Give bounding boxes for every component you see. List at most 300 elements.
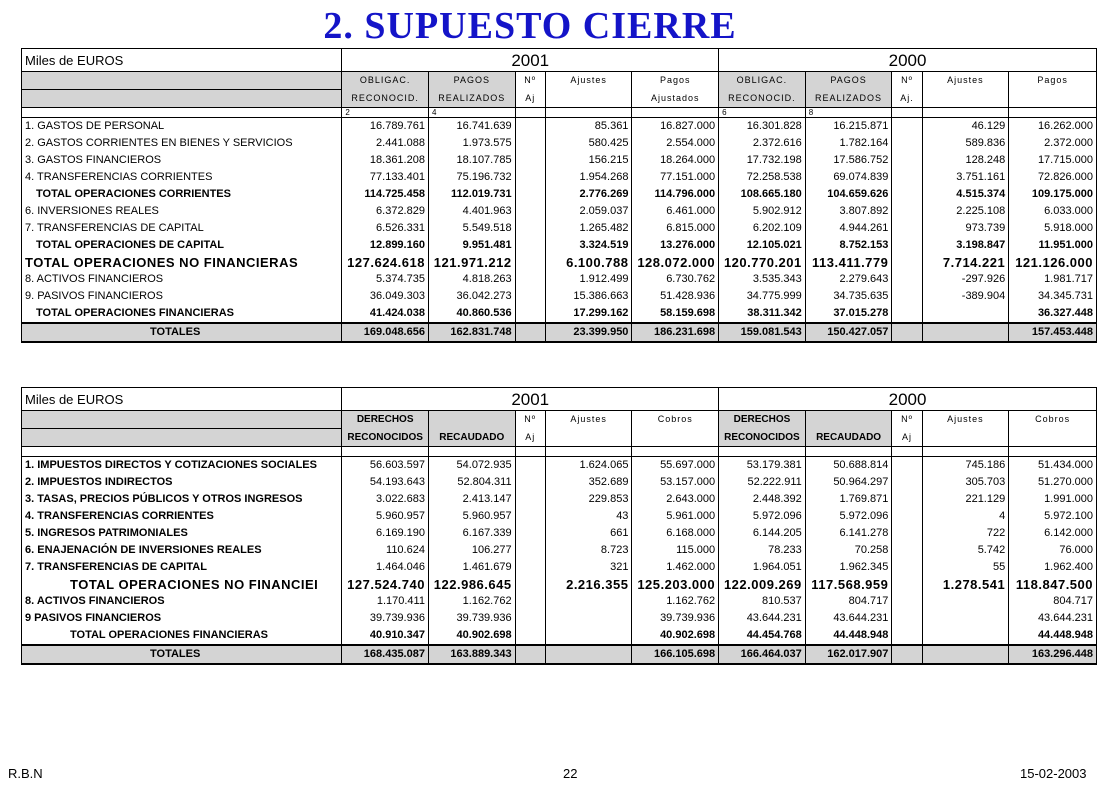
column-number [805,447,892,457]
totals-value: 163.296.448 [1009,645,1097,664]
cell-value: 2.776.269 [545,186,632,203]
cell-value [922,593,1009,610]
cell-value: -297.926 [922,271,1009,288]
cell-value [515,610,545,627]
cell-value [892,610,922,627]
cell-value: 1.782.164 [805,135,892,152]
cell-value: 15.386.663 [545,288,632,305]
column-header: OBLIGAC. [342,72,429,90]
cell-value: 8.723 [545,542,632,559]
cell-value: 5.972.096 [719,508,806,525]
cell-value: 77.151.000 [632,169,719,186]
row-label: 3. GASTOS FINANCIEROS [22,152,342,169]
cell-value: 38.311.342 [719,305,806,323]
cell-value: 69.074.839 [805,169,892,186]
column-header [1009,429,1097,447]
cell-value: 5.960.957 [428,508,515,525]
cell-value [892,525,922,542]
totals-value [545,645,632,664]
cell-value: 1.464.046 [342,559,429,576]
cell-value: 2.372.000 [1009,135,1097,152]
cell-value: 11.951.000 [1009,237,1097,254]
cell-value: 1.170.411 [342,593,429,610]
cell-value: 1.964.051 [719,559,806,576]
row-label: 1. GASTOS DE PERSONAL [22,118,342,136]
row-label: 3. TASAS, PRECIOS PÚBLICOS Y OTROS INGRESOS [22,491,342,508]
cell-value: 580.425 [545,135,632,152]
cell-value [515,288,545,305]
cell-value: 221.129 [922,491,1009,508]
cell-value [515,271,545,288]
cell-value: 6.142.000 [1009,525,1097,542]
year-2001-header: 2001 [342,49,719,72]
cell-value: 810.537 [719,593,806,610]
cell-value: 122.986.645 [428,576,515,593]
cell-value: 1.973.575 [428,135,515,152]
cell-value [922,610,1009,627]
row-label: 4. TRANSFERENCIAS CORRIENTES [22,508,342,525]
column-header [428,411,515,429]
cell-value: 39.739.936 [342,610,429,627]
cell-value: 77.133.401 [342,169,429,186]
cell-value: 1.162.762 [632,593,719,610]
cell-value: 4 [922,508,1009,525]
column-header: RECONOCIDOS [342,429,429,447]
cell-value: 5.972.096 [805,508,892,525]
cell-value: 352.689 [545,474,632,491]
cell-value [892,271,922,288]
totals-value: 157.453.448 [1009,323,1097,342]
cell-value: 12.105.021 [719,237,806,254]
page-title: 2. SUPUESTO CIERRE [323,5,737,47]
cell-value [892,118,922,136]
cell-value [892,220,922,237]
cell-value [515,186,545,203]
column-number [892,108,922,118]
totals-label: TOTALES [22,323,342,342]
cell-value: 5.374.735 [342,271,429,288]
column-number [892,447,922,457]
spacer-cell [22,447,342,457]
cell-value: 125.203.000 [632,576,719,593]
cell-value: 127.624.618 [342,254,429,271]
cell-value [922,305,1009,323]
cell-value: 16.262.000 [1009,118,1097,136]
revenues-table [21,387,1097,665]
row-label: 8. ACTIVOS FINANCIEROS [22,271,342,288]
column-header: Nº [515,411,545,429]
totals-value: 168.435.087 [342,645,429,664]
units-label: Miles de EUROS [22,49,342,72]
column-header: RECAUDADO [805,429,892,447]
cell-value: 3.751.161 [922,169,1009,186]
cell-value [922,627,1009,645]
cell-value [892,203,922,220]
column-number [428,447,515,457]
cell-value: 1.769.871 [805,491,892,508]
cell-value [515,542,545,559]
cell-value: 128.248 [922,152,1009,169]
row-label: 2. IMPUESTOS INDIRECTOS [22,474,342,491]
cell-value: 43.644.231 [1009,610,1097,627]
column-header [805,411,892,429]
cell-value: 51.270.000 [1009,474,1097,491]
cell-value: 40.860.536 [428,305,515,323]
cell-value: 804.717 [1009,593,1097,610]
totals-value [892,323,922,342]
cell-value: 104.659.626 [805,186,892,203]
cell-value: 76.000 [1009,542,1097,559]
row-label: TOTAL OPERACIONES DE CAPITAL [22,237,342,254]
cell-value: 43 [545,508,632,525]
row-label: TOTAL OPERACIONES FINANCIERAS [22,305,342,323]
cell-value: 53.179.381 [719,457,806,475]
cell-value: 7.714.221 [922,254,1009,271]
column-header: Aj [515,429,545,447]
cell-value [892,135,922,152]
cell-value: 973.739 [922,220,1009,237]
cell-value: 54.193.643 [342,474,429,491]
cell-value: 34.345.731 [1009,288,1097,305]
cell-value [892,491,922,508]
cell-value: 37.015.278 [805,305,892,323]
column-header [545,429,632,447]
cell-value: 1.624.065 [545,457,632,475]
cell-value: 305.703 [922,474,1009,491]
cell-value [545,627,632,645]
column-header [922,90,1009,108]
cell-value: 2.413.147 [428,491,515,508]
cell-value: 18.361.208 [342,152,429,169]
column-number [922,108,1009,118]
cell-value [515,254,545,271]
cell-value: 110.624 [342,542,429,559]
cell-value: 804.717 [805,593,892,610]
cell-value: 72.826.000 [1009,169,1097,186]
column-number [632,108,719,118]
row-label: 1. IMPUESTOS DIRECTOS Y COTIZACIONES SOCIALES [22,457,342,475]
cell-value: 115.000 [632,542,719,559]
cell-value: 3.535.343 [719,271,806,288]
totals-value: 162.831.748 [428,323,515,342]
row-label: 7. TRANSFERENCIAS DE CAPITAL [22,220,342,237]
cell-value: 1.991.000 [1009,491,1097,508]
totals-value [515,323,545,342]
column-header: Aj. [892,90,922,108]
totals-value [515,645,545,664]
cell-value [892,542,922,559]
footer-author: R.B.N [8,766,43,781]
cell-value: 34.735.635 [805,288,892,305]
header-blank [22,429,342,447]
cell-value: 722 [922,525,1009,542]
cell-value: 117.568.959 [805,576,892,593]
cell-value [515,474,545,491]
row-label: TOTAL OPERACIONES FINANCIERAS [22,627,342,645]
row-label: TOTAL OPERACIONES NO FINANCIEI [22,576,342,593]
cell-value: 52.222.911 [719,474,806,491]
cell-value: 41.424.038 [342,305,429,323]
cell-value: 6.141.278 [805,525,892,542]
column-header [632,429,719,447]
cell-value: 36.327.448 [1009,305,1097,323]
column-header: Ajustes [922,411,1009,429]
cell-value: 40.902.698 [428,627,515,645]
cell-value: 55 [922,559,1009,576]
year-2001-header: 2001 [342,388,719,411]
column-header: OBLIGAC. [719,72,806,90]
cell-value: 2.554.000 [632,135,719,152]
cell-value: 5.972.100 [1009,508,1097,525]
column-header: Nº [515,72,545,90]
column-number [922,447,1009,457]
row-label: 9 PASIVOS FINANCIEROS [22,610,342,627]
cell-value: 6.202.109 [719,220,806,237]
cell-value [515,305,545,323]
cell-value: 1.265.482 [545,220,632,237]
year-2000-header: 2000 [719,388,1097,411]
cell-value: 58.159.698 [632,305,719,323]
cell-value: 5.742 [922,542,1009,559]
cell-value: 229.853 [545,491,632,508]
header-blank [22,72,342,90]
column-header: RECONOCID. [719,90,806,108]
column-header: Ajustados [632,90,719,108]
cell-value: 44.448.948 [805,627,892,645]
cell-value: 51.434.000 [1009,457,1097,475]
totals-value: 150.427.057 [805,323,892,342]
column-header: Cobros [632,411,719,429]
cell-value: 39.739.936 [632,610,719,627]
cell-value: 2.225.108 [922,203,1009,220]
cell-value: 1.162.762 [428,593,515,610]
cell-value: 745.186 [922,457,1009,475]
cell-value: 40.902.698 [632,627,719,645]
column-number [342,447,429,457]
cell-value [892,576,922,593]
cell-value: 53.157.000 [632,474,719,491]
cell-value [515,559,545,576]
cell-value: 6.100.788 [545,254,632,271]
cell-value: 36.049.303 [342,288,429,305]
cell-value [545,593,632,610]
units-label: Miles de EUROS [22,388,342,411]
column-header: Aj [515,90,545,108]
totals-value [892,645,922,664]
column-number [515,447,545,457]
cell-value: 6.033.000 [1009,203,1097,220]
cell-value [892,474,922,491]
cell-value: 40.910.347 [342,627,429,645]
cell-value: 9.951.481 [428,237,515,254]
cell-value: 2.372.616 [719,135,806,152]
cell-value: 18.107.785 [428,152,515,169]
cell-value: 112.019.731 [428,186,515,203]
cell-value [515,491,545,508]
column-number: 8 [805,108,892,118]
cell-value: 43.644.231 [719,610,806,627]
column-header: PAGOS [805,72,892,90]
cell-value: 34.775.999 [719,288,806,305]
cell-value: 16.301.828 [719,118,806,136]
cell-value [515,220,545,237]
column-header: Ajustes [545,72,632,90]
cell-value: 120.770.201 [719,254,806,271]
cell-value: 16.789.761 [342,118,429,136]
row-label: 2. GASTOS CORRIENTES EN BIENES Y SERVICIOS [22,135,342,152]
column-number [515,108,545,118]
column-header [1009,90,1097,108]
cell-value [892,288,922,305]
cell-value: 8.752.153 [805,237,892,254]
cell-value: 6.168.000 [632,525,719,542]
cell-value [892,593,922,610]
cell-value: 50.688.814 [805,457,892,475]
column-number: 6 [719,108,806,118]
column-number [1009,108,1097,118]
totals-value [922,645,1009,664]
totals-value [922,323,1009,342]
cell-value [892,169,922,186]
column-header: REALIZADOS [428,90,515,108]
cell-value [515,627,545,645]
header-blank [22,90,342,108]
cell-value: 2.441.088 [342,135,429,152]
cell-value: 1.461.679 [428,559,515,576]
cell-value: 70.258 [805,542,892,559]
column-header: RECONOCIDOS [719,429,806,447]
cell-value: 55.697.000 [632,457,719,475]
cell-value: 18.264.000 [632,152,719,169]
row-label: TOTAL OPERACIONES NO FINANCIERAS [22,254,342,271]
cell-value [892,305,922,323]
cell-value [892,508,922,525]
cell-value: 52.804.311 [428,474,515,491]
cell-value: 128.072.000 [632,254,719,271]
cell-value: 589.836 [922,135,1009,152]
cell-value: 118.847.500 [1009,576,1097,593]
spacer-cell [22,108,342,118]
cell-value: 2.448.392 [719,491,806,508]
cell-value: 1.962.400 [1009,559,1097,576]
column-header: Ajustes [922,72,1009,90]
totals-value: 162.017.907 [805,645,892,664]
cell-value: 6.526.331 [342,220,429,237]
cell-value: 114.725.458 [342,186,429,203]
cell-value: 4.401.963 [428,203,515,220]
cell-value: 121.126.000 [1009,254,1097,271]
row-label: 5. INGRESOS PATRIMONIALES [22,525,342,542]
row-label: 6. INVERSIONES REALES [22,203,342,220]
column-number [632,447,719,457]
cell-value [892,627,922,645]
cell-value: -389.904 [922,288,1009,305]
cell-value: 156.215 [545,152,632,169]
cell-value: 6.144.205 [719,525,806,542]
cell-value [892,457,922,475]
cell-value: 5.918.000 [1009,220,1097,237]
cell-value: 114.796.000 [632,186,719,203]
column-header: Aj [892,429,922,447]
cell-value: 2.216.355 [545,576,632,593]
cell-value: 3.022.683 [342,491,429,508]
cell-value [892,186,922,203]
payments-table [21,48,1097,343]
cell-value [515,508,545,525]
cell-value: 16.215.871 [805,118,892,136]
cell-value: 51.428.936 [632,288,719,305]
row-label: 7. TRANSFERENCIAS DE CAPITAL [22,559,342,576]
cell-value [515,576,545,593]
cell-value: 127.524.740 [342,576,429,593]
column-number [545,108,632,118]
totals-value: 23.399.950 [545,323,632,342]
cell-value: 3.807.892 [805,203,892,220]
cell-value: 56.603.597 [342,457,429,475]
cell-value [892,152,922,169]
column-header: Pagos [632,72,719,90]
cell-value: 85.361 [545,118,632,136]
cell-value: 6.169.190 [342,525,429,542]
cell-value [515,169,545,186]
totals-value: 166.105.698 [632,645,719,664]
cell-value: 72.258.538 [719,169,806,186]
cell-value: 5.960.957 [342,508,429,525]
cell-value [892,237,922,254]
cell-value: 16.827.000 [632,118,719,136]
cell-value: 6.815.000 [632,220,719,237]
footer-date: 15-02-2003 [1020,766,1087,781]
column-header: Nº [892,72,922,90]
cell-value: 39.739.936 [428,610,515,627]
cell-value: 2.279.643 [805,271,892,288]
column-header: REALIZADOS [805,90,892,108]
column-header: DERECHOS [719,411,806,429]
cell-value: 3.198.847 [922,237,1009,254]
row-label: 6. ENAJENACIÓN DE INVERSIONES REALES [22,542,342,559]
column-number: 4 [428,108,515,118]
column-header: Pagos [1009,72,1097,90]
row-label: 4. TRANSFERENCIAS CORRIENTES [22,169,342,186]
cell-value: 6.167.339 [428,525,515,542]
cell-value [515,457,545,475]
cell-value: 5.902.912 [719,203,806,220]
cell-value: 3.324.519 [545,237,632,254]
cell-value [515,152,545,169]
cell-value: 17.299.162 [545,305,632,323]
cell-value: 36.042.273 [428,288,515,305]
column-header: RECONOCID. [342,90,429,108]
row-label: 9. PASIVOS FINANCIEROS [22,288,342,305]
cell-value [515,593,545,610]
cell-value: 43.644.231 [805,610,892,627]
column-header: Nº [892,411,922,429]
cell-value [515,237,545,254]
column-header: Ajustes [545,411,632,429]
totals-value: 169.048.656 [342,323,429,342]
cell-value: 1.981.717 [1009,271,1097,288]
cell-value: 17.732.198 [719,152,806,169]
totals-value: 186.231.698 [632,323,719,342]
column-header [922,429,1009,447]
column-number [719,447,806,457]
cell-value: 5.961.000 [632,508,719,525]
column-header: PAGOS [428,72,515,90]
cell-value: 5.549.518 [428,220,515,237]
totals-value: 159.081.543 [719,323,806,342]
column-number [545,447,632,457]
cell-value: 108.665.180 [719,186,806,203]
